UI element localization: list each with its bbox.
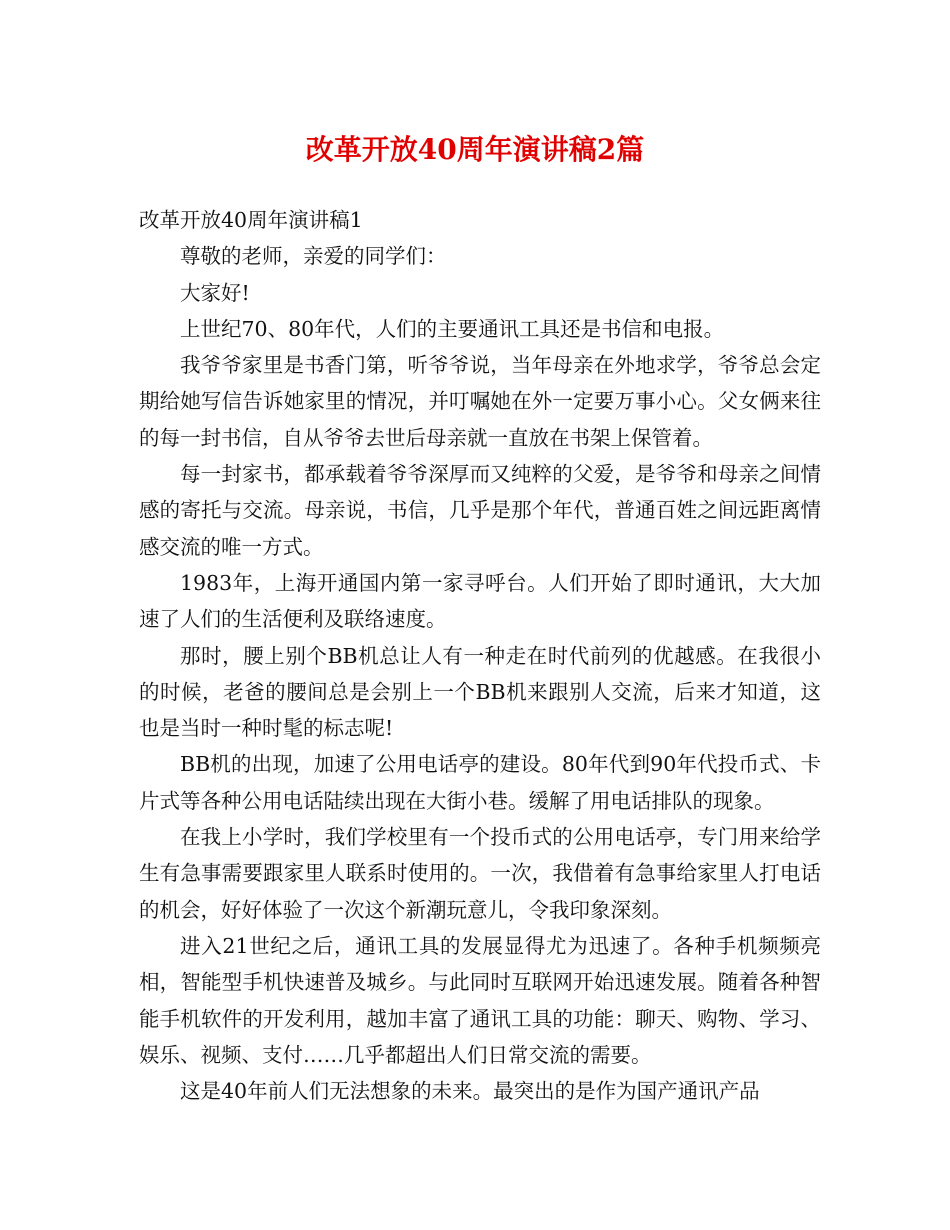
body-paragraph: 这是40年前人们无法想象的未来。最突出的是作为国产通讯产品 — [180, 1079, 760, 1104]
body-paragraph: 1983年，上海开通国内第一家寻呼台。人们开始了即时通讯，大大加速了人们的生活便利及联络速度。 — [139, 570, 821, 632]
salutation: 尊敬的老师，亲爱的同学们： — [180, 244, 447, 269]
body-paragraph: 那时，腰上别个BB机总让人有一种走在时代前列的优越感。在我很小的时候，老爸的腰间总是会别上一个BB机来跟别人交流，后来才知道，这也是当时一种时髦的标志呢! — [139, 643, 821, 741]
body-paragraph: 上世纪70、80年代，人们的主要通讯工具还是书信和电报。 — [180, 316, 725, 341]
body-paragraph: 每一封家书，都承载着爷爷深厚而又纯粹的父爱，是爷爷和母亲之间情感的寄托与交流。母亲说，书信，几乎是那个年代，普通百姓之间远距离情感交流的唯一方式。 — [139, 462, 821, 559]
greeting: 大家好! — [180, 280, 250, 305]
document-title: 改革开放40周年演讲稿2篇 — [305, 133, 645, 166]
body-paragraph: 我爷爷家里是书香门第，听爷爷说，当年母亲在外地求学，爷爷总会定期给她写信告诉她家里的情况，并叮嘱她在外一定要万事小心。父女俩来往的每一封书信，自从爷爷去世后母亲就一直放在书架上保管着。 — [139, 353, 821, 450]
body-paragraph: BB机的出现，加速了公用电话亭的建设。80年代到90年代投币式、卡片式等各种公用电话陆续出现在大街小巷。缓解了用电话排队的现象。 — [139, 752, 821, 813]
body-paragraph: 在我上小学时，我们学校里有一个投币式的公用电话亭，专门用来给学生有急事需要跟家里人联系时使用的。一次，我借着有急事给家里人打电话的机会，好好体验了一次这个新潮玩意儿，令我印象深刻。 — [139, 825, 821, 922]
section-heading: 改革开放40周年演讲稿1 — [139, 208, 363, 232]
body-paragraph: 进入21世纪之后，通讯工具的发展显得尤为迅速了。各种手机频频亮相，智能型手机快速普及城乡。与此同时互联网开始迅速发展。随着各种智能手机软件的开发利用，越加丰富了通讯工具的功能：聊天、购物、学习、娱乐、视频、支付……几乎都超出人们日常交流的需要。 — [139, 933, 821, 1067]
document-body — [139, 202, 821, 1109]
